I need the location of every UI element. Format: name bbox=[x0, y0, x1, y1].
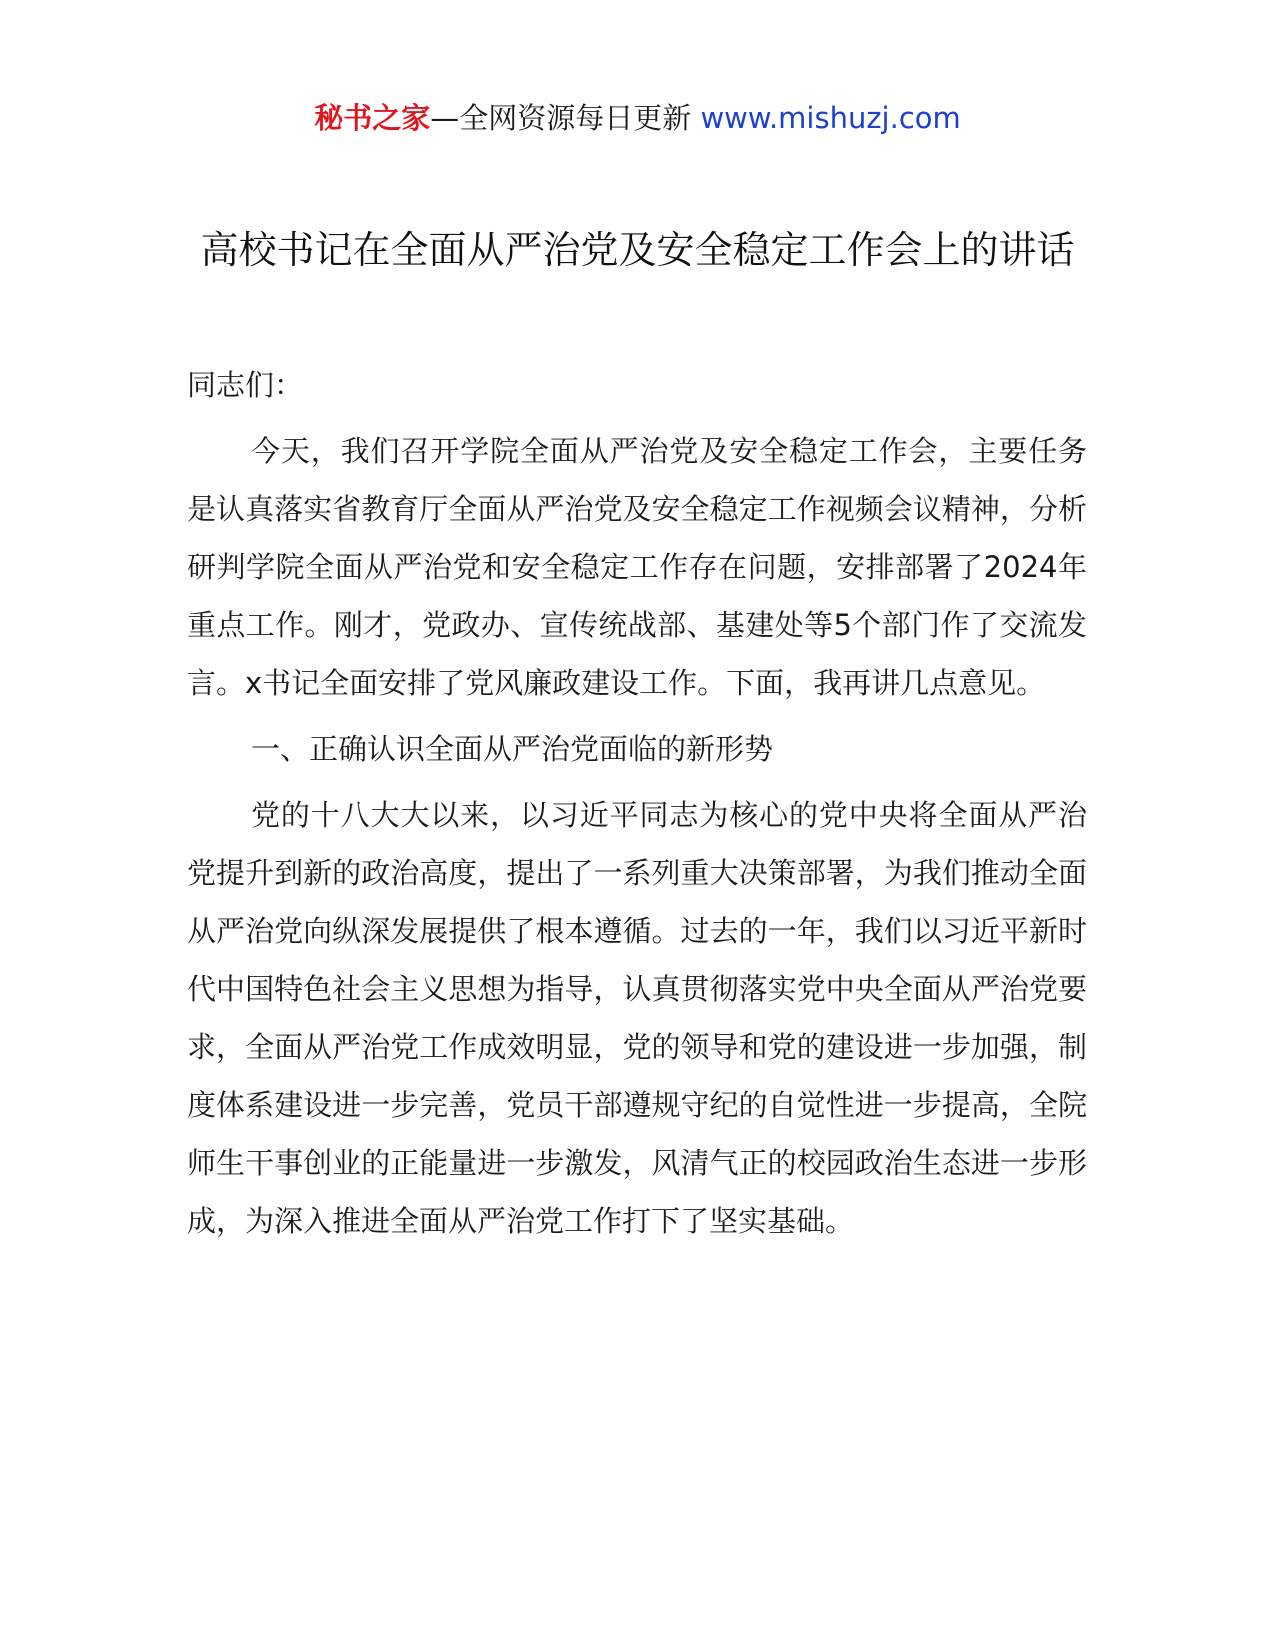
page-header bbox=[0, 98, 1275, 138]
header-tagline: —全网资源每日更新 bbox=[430, 101, 692, 135]
brand-name: 秘书之家 bbox=[314, 101, 431, 135]
document-body bbox=[187, 356, 1087, 1258]
salutation: 同志们： bbox=[187, 368, 304, 402]
document-title: 高校书记在全面从严治党及安全稳定工作会上的讲话 bbox=[200, 228, 1075, 272]
website-link[interactable]: www.mishuzj.com bbox=[700, 101, 961, 135]
section-heading: 一、正确认识全面从严治党面临的新形势 bbox=[251, 732, 774, 766]
paragraph-body: 党的十八大大以来，以习近平同志为核心的党中央将全面从严治党提升到新的政治高度，提出了一系列重大决策部署，为我们推动全面从严治党向纵深发展提供了根本遵循。过去的一年，我们以习近平新时代中国特色社会主义思想为指导，认真贯彻落实党中央全面从严治党要求，全面从严治党工作成效明显，党的领导和党的建设进一步加强，制度体系建设进一步完善，党员干部遵规守纪的自觉性进一步提高，全院师生干事创业的正能量进一步激发，风清气正的校园政治生态进一步形成，为深入推进全面从严治党工作打下了坚实基础。 bbox=[187, 798, 1087, 1238]
paragraph-intro: 今天，我们召开学院全面从严治党及安全稳定工作会，主要任务是认真落实省教育厅全面从严治党及安全稳定工作视频会议精神，分析研判学院全面从严治党和安全稳定工作存在问题，安排部署了2024年重点工作。刚才，党政办、宣传统战部、基建处等5个部门作了交流发言。x书记全面安排了党风廉政建设工作。下面，我再讲几点意见。 bbox=[187, 434, 1087, 700]
